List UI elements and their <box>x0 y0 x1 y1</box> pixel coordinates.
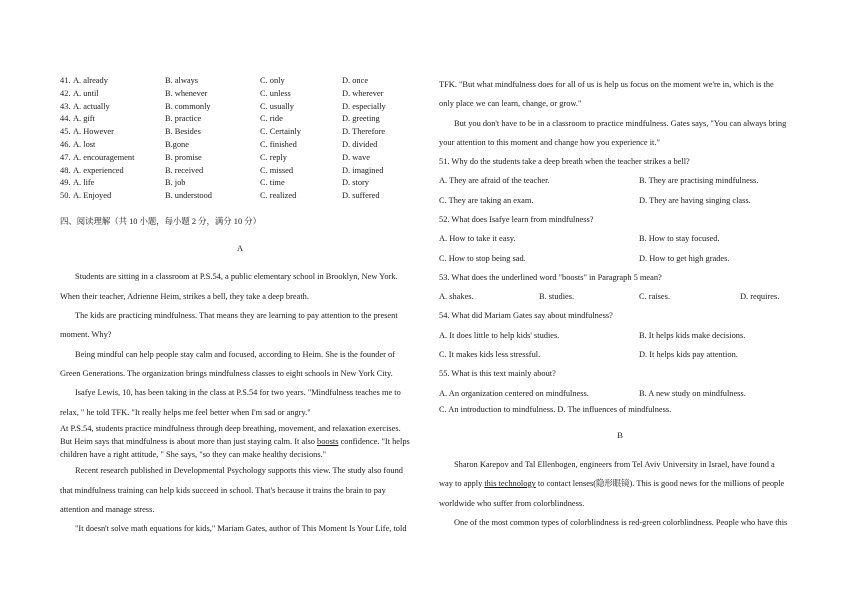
option: B. They are practising mindfulness. <box>639 176 759 185</box>
option-a: A. gift <box>73 114 95 124</box>
underlined-phrase: this technology <box>484 479 536 488</box>
option: B. How to stay focused. <box>639 234 720 243</box>
option-d: D. greeting <box>342 114 380 124</box>
option-a: A. already <box>73 76 108 85</box>
option: C. raises. <box>639 292 670 301</box>
option: C. It makes kids less stressful. <box>439 350 541 359</box>
passage-a-text: relax, " he told TFK. "It really helps me feel better when I'm sad or angry." <box>60 408 311 417</box>
question-51: 51. Why do the students take a deep breath when the teacher strikes a bell? <box>439 157 690 166</box>
passage-a-text: At P.S.54, students practice mindfulness through deep breathing, movement, and relaxation exercises. <box>60 424 401 433</box>
option-b: B. understood <box>165 191 212 201</box>
option: A. How to take it easy. <box>439 234 516 243</box>
option-c: C. time <box>260 178 285 188</box>
option: C. An introduction to mindfulness. D. The influences of mindfulness. <box>439 405 672 414</box>
option: B. A new study on mindfulness. <box>639 389 746 398</box>
question-number: 44. <box>60 114 71 124</box>
option-d: D. imagined <box>342 165 384 175</box>
option-b: B. received <box>165 165 204 175</box>
option-c: C. Certainly <box>260 127 301 137</box>
passage-a-label: A <box>236 244 244 253</box>
option-a: A. encouragement <box>73 152 135 162</box>
option-a: A. However <box>73 127 114 137</box>
option-b: B. whenever <box>165 88 208 98</box>
option-d: D. Therefore <box>342 127 386 137</box>
option-a: A. lost <box>73 140 96 149</box>
option: A. They are afraid of the teacher. <box>439 176 550 185</box>
option-c: C. usually <box>260 101 294 111</box>
passage-a-text: "It doesn't solve math equations for kids," Mariam Gates, author of This Moment Is Your Life, told <box>75 524 407 533</box>
option-a: A. actually <box>73 101 110 111</box>
option: C. How to stop being sad. <box>439 254 526 263</box>
passage-b-label: B <box>617 431 623 440</box>
passage-a-text: TFK. "But what mindfulness does for all of us is help us focus on the moment we're in, which is the <box>439 80 774 89</box>
option: A. An organization centered on mindfulness. <box>439 389 589 398</box>
question-53: 53. What does the underlined word "boosts" in Paragraph 5 mean? <box>439 273 662 282</box>
option-a: A. life <box>73 178 95 188</box>
option-a: A. until <box>73 88 99 98</box>
question-number: 48. <box>60 165 71 175</box>
question-54: 54. What did Mariam Gates say about mindfulness? <box>439 311 613 320</box>
underlined-word-boosts: boosts <box>317 437 339 446</box>
text-run: to contact lenses(隐形眼镜). This is good news for the millions of people <box>535 479 785 488</box>
text-run: way to apply <box>439 479 485 488</box>
passage-a-text: moment. Why? <box>60 330 112 339</box>
option-c: C. reply <box>260 152 287 162</box>
question-number: 50. <box>60 191 71 201</box>
option-d: D. suffered <box>342 191 380 201</box>
option-d: D. once <box>342 76 369 85</box>
option-c: C. ride <box>260 114 283 124</box>
passage-a-text: Isafye Lewis, 10, has been taking in the class at P.S.54 for two years. "Mindfulness teaches me to <box>75 388 401 397</box>
passage-a-text: Green Generations. The organization brings mindfulness classes to eight schools in New York City. <box>60 369 393 378</box>
option-d: D. divided <box>342 140 378 149</box>
question-55: 55. What is this text mainly about? <box>439 369 556 378</box>
option-c: C. missed <box>260 165 294 175</box>
option-b: B. job <box>165 178 186 188</box>
passage-a-text: Students are sitting in a classroom at P.S.54, a public elementary school in Brooklyn, New York. <box>75 272 398 281</box>
passage-a-text: your attention to this moment and change how you experience it." <box>439 138 660 147</box>
option: D. They are having singing class. <box>639 196 751 205</box>
text-run: But Heim says that mindfulness is about more than just staying calm. It also <box>60 437 318 446</box>
option: A. shakes. <box>439 292 474 301</box>
option: A. It does little to help kids' studies. <box>439 331 560 340</box>
option-b: B. commonly <box>165 101 211 111</box>
option: D. It helps kids pay attention. <box>639 350 738 359</box>
option-b: B. Besides <box>165 127 201 137</box>
question-number: 47. <box>60 152 71 162</box>
passage-a-text: children have a right attitude, " She says, "so they can make healthy decisions." <box>60 450 327 459</box>
question-number: 46. <box>60 140 71 149</box>
option-b: B. practice <box>165 114 202 124</box>
option-c: C. realized <box>260 191 297 201</box>
option: D. How to get high grades. <box>639 254 730 263</box>
option-a: A. Enjoyed <box>73 191 112 201</box>
passage-a-text <box>60 437 410 447</box>
option: C. They are taking an exam. <box>439 196 534 205</box>
passage-a-text: Recent research published in Developmental Psychology supports this view. The study also found <box>75 466 403 475</box>
option-c: C. unless <box>260 88 291 98</box>
option-b: B. promise <box>165 152 202 162</box>
option: D. requires. <box>740 292 780 301</box>
right-column <box>430 0 860 608</box>
section-heading: 四、阅读理解（共 10 小题，每小题 2 分，满分 10 分） <box>60 217 261 226</box>
option-c: C. finished <box>260 140 297 149</box>
option-d: D. wherever <box>342 88 384 98</box>
question-number: 42. <box>60 88 71 98</box>
passage-a-text: attention and manage stress. <box>60 505 155 514</box>
option: B. studies. <box>539 292 575 301</box>
option-c: C. only <box>260 76 285 85</box>
passage-a-text: But you don't have to be in a classroom to practice mindfulness. Gates says, "You can always bring <box>454 119 787 128</box>
option: B. It helps kids make decisions. <box>639 331 746 340</box>
option-b: B. always <box>165 76 199 85</box>
passage-a-text: that mindfulness training can help kids succeed in school. That's because it trains the brain to pay <box>60 486 386 495</box>
option-a: A. experienced <box>73 165 124 175</box>
passage-a-text: The kids are practicing mindfulness. That means they are learning to pay attention to the present <box>75 311 398 320</box>
question-number: 49. <box>60 178 71 188</box>
option-d: D. wave <box>342 152 370 162</box>
passage-a-text: only place we can learn, change, or grow." <box>439 99 582 108</box>
question-52: 52. What does Isafye learn from mindfulness? <box>439 215 594 224</box>
option-d: D. story <box>342 178 369 188</box>
passage-b-text: worldwide who suffer from colorblindness. <box>439 499 585 508</box>
passage-b-text <box>439 479 784 489</box>
question-number: 43. <box>60 101 71 111</box>
passage-a-text: Being mindful can help people stay calm and focused, according to Heim. She is the founder of <box>75 350 396 359</box>
passage-b-text: One of the most common types of colorblindness is red-green colorblindness. People who have this <box>454 518 788 527</box>
option-b: B.gone <box>165 140 189 149</box>
passage-b-text: Sharon Karepov and Tal Ellenbogen, engineers from Tel Aviv University in Israel, have found a <box>454 460 775 469</box>
question-number: 41. <box>60 76 71 85</box>
text-run: confidence. "It helps <box>338 437 410 446</box>
option-d: D. especially <box>342 101 386 111</box>
question-number: 45. <box>60 127 71 137</box>
passage-a-text: When their teacher, Adrienne Heim, strikes a bell, they take a deep breath. <box>60 292 309 301</box>
